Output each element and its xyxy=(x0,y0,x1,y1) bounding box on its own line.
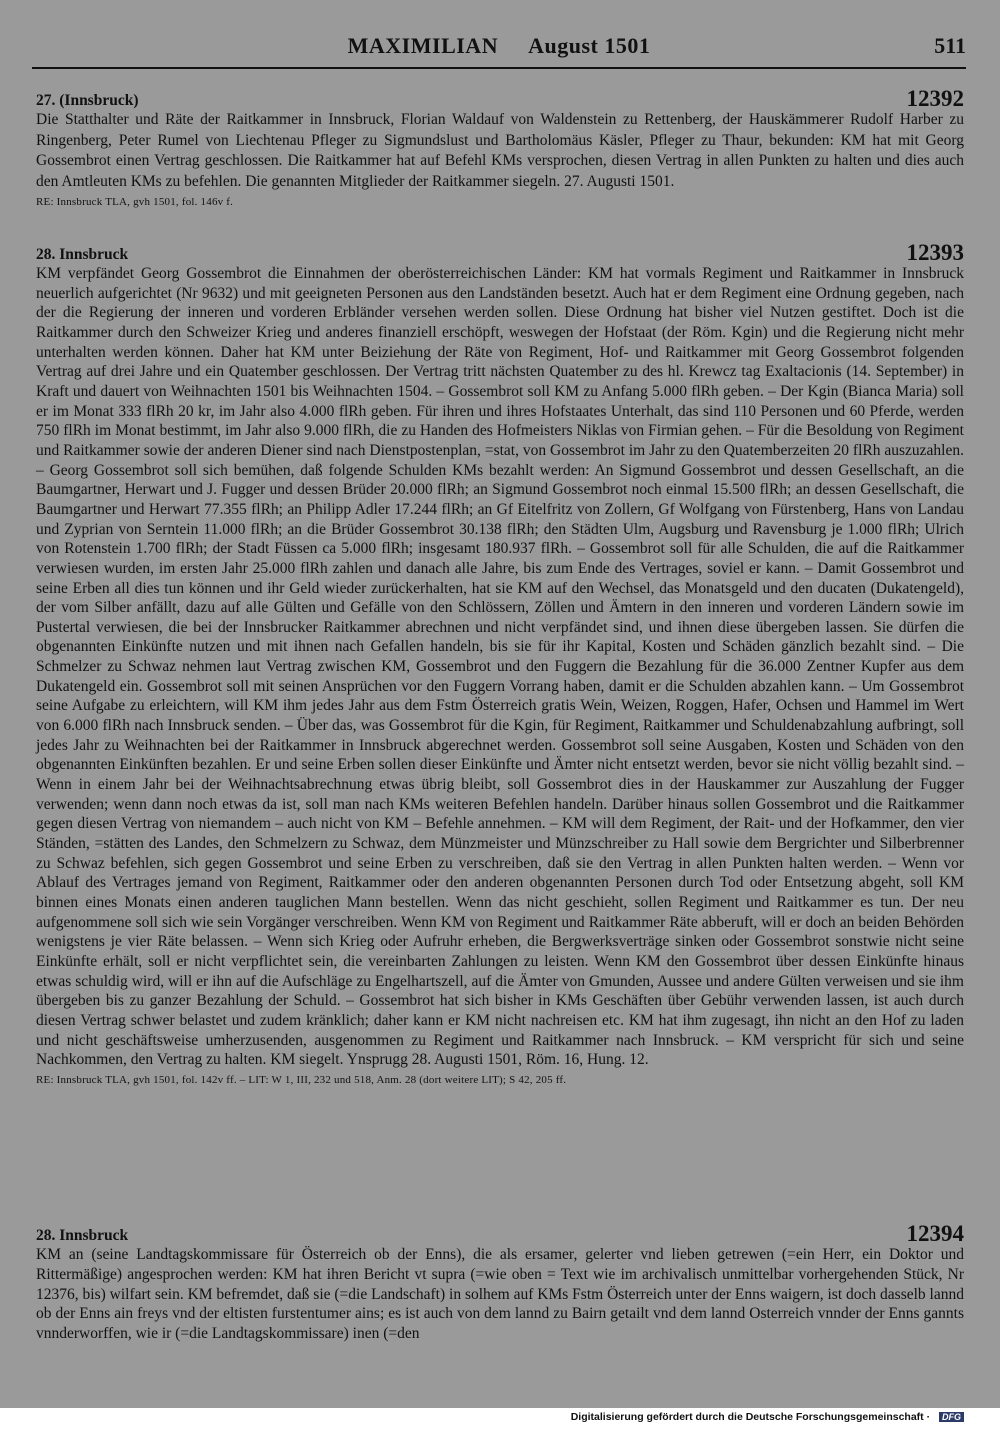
entry-source: RE: Innsbruck TLA, gvh 1501, fol. 142v ff. – LIT: W 1, III, 232 und 518, Anm. 28 (dort weitere LIT); S 42, 205 ff. xyxy=(36,1073,567,1086)
entry-number: 12392 xyxy=(906,86,964,111)
entry-source: RE: Innsbruck TLA, gvh 1501, fol. 146v f. xyxy=(36,196,234,208)
entry-body: KM verpfändet Georg Gossembrot die Einnahmen der oberösterreichischen Länder: KM hat vormals Regiment und Raitkammer in Innsbruck neuerlich aufgerichtet (Nr 9632) und mit geeigneten Personen aus den Landständen besetzt. Auch hat er dem Regiment eine Ordnung gegeben, nach der die Regierung der inneren und vorderen Erbländer versehen werden sollen. Diese Ordnung hat bisher viel Nutzen gestiftet. Doch ist die Raitkammer durch den Schweizer Krieg und anderes finanziell erschöpft, weswegen der Hofstaat (der Röm. Kgin) und die Regierung nicht mehr unterhalten werden können. Daher hat KM unter Beiziehung der Räte von Regiment, Hof- und Raitkammer mit Georg Gossembrot folgenden Vertrag auf drei Jahre und ein Quatember geschlossen. Der Vertrag tritt nächsten Quatember zu des hl. Krewcz tag Exaltacionis (14. September) in Kraft und dauert von Weihnachten 1501 bis Weihnachten 1504. – Gossembrot soll KM zu Anfang 5.000 flRh geben. – Der Kgin (Bianca Maria) soll er im Monat 333 flRh 20 kr, im Jahr also 4.000 flRh geben. Für ihren und ihres Hofstaates Unterhalt, das sind 110 Personen und 60 Pferde, werden 750 flRh im Monat bestimmt, im Jahr also 9.000 flRh, die zu Handen des Hofmeisters Niklas von Firmian gehen. – Für die Besoldung von Regiment und Raitkammer sowie der anderen Diener sind nach Dienstpostenplan, =stat, von Gossembrot im Jahr zu den Quatemberzeiten 20 flRh auszuzahlen. – Georg Gossembrot soll sich bemühen, daß folgende Schulden KMs bezahlt werden: An Sigmund Gossembrot und dessen Gesellschaft, an die Baumgartner, Herwart und J. Fugger und dessen Brüder 20.000 flRh; an Sigmund Gossembrot noch einmal 15.500 flRh; an dessen Gesellschaft, die Baumgartner und Herwart 77.355 flRh; an Philipp Adler 17.244 flRh; an Gf Eitelfritz von Zollern, Gf Wolfgang von Fürstenberg, Hans von Landau und Zyprian von Serntein 11.000 flRh; an die Brüder Gossembrot 30.138 flRh; den Städten Ulm, Augsburg und Ravensburg je 1.000 flRh; Ulrich von Rotenstein 1.700 flRh; der Stadt Füssen ca 5.000 flRh; insgesamt 180.937 flRh. – Gossembrot soll für alle Schulden, die auf die Raitkammer verwiesen wurden, im ersten Jahr 25.000 flRh zahlen und danach alle Jahre, bis zum Ende des Vertrages, soviel er kann. – Damit Gossembrot und seine Erben all dies tun können und ihr Geld wieder zurückerhalten, hat sie KM auf den Wechsel, das Monatsgeld und den ducaten (Dukatengeld), der vom Silber anfällt, dazu auf alle Gülten und Gefälle von den Schlössern, Zöllen und Ämtern in den inneren und vorderen Ländern sowie im Pustertal verwiesen, die bei der Innsbrucker Raitkammer abrechnen und nicht verpfändet sind, und ihnen diese übergeben lassen. Sie dürfen die obgenannten Einkünfte nutzen und mit ihnen nach Gefallen handeln, bis sie für ihr Kapital, Kosten und Schäden gänzlich bezahlt sind. – Die Schmelzer zu Schwaz nehmen laut Vertrag zwischen KM, Gossembrot und den Fuggern die Bezahlung für die 36.000 Zentner Kupfer aus dem Dukatengeld ein. Gossembrot soll mit seinen Ansprüchen vor den Fuggern Vorrang haben, damit er die Schulden abzahlen kann. – Um Gossembrot seine Aufgabe zu erleichtern, will KM ihm jedes Jahr aus dem Fstm Österreich gratis Wein, Weizen, Roggen, Hafer, Ochsen und Hammel im Wert von 6.000 flRh nach Innsbruck senden. – Über das, was Gossembrot für die Kgin, für Regiment, Raitkammer und Schuldenabzahlung aufbringt, soll jedes Jahr zu Weihnachten bei der Raitkammer in Innsbruck abgerechnet werden. Gossembrot soll seine Ausgaben, Kosten und Schäden von den obgenannten Einkünften bezahlen. Er und seine Erben sollen dieser Einkünfte und Ämter nicht entsetzt werden, bevor sie nicht völlig bezahlt sind. – Wenn in einem Jahr bei der Weihnachtsabrechnung etwas übrig bleibt, soll Gossembrot dies in der Hauskammer zur Auszahlung der Fugger verwenden; wenn dann noch etwas da ist, soll man nach KMs weiteren Befehlen handeln. Darüber hinaus sollen Gossembrot und die Raitkammer gegen diesen Vertrag von niemandem – auch nicht von KM – Befehle annehmen. – KM will dem Regiment, der Rait- und der Hofkammer, den vier Ständen, =stätten des Landes, den Schmelzern zu Schwaz, dem Münzmeister und Münzschreiber zu Hall sowie dem Bergrichter und Silberbrenner zu Schwaz befehlen, sich gegen Gossembrot und seine Erben zu verschreiben, daß sie den Vertrag in allen Punkten halten werden. – Wenn vor Ablauf des Vertrages jemand von Regiment, Raitkammer oder den anderen obgenannten Personen durch Tod oder Entsetzung abgeht, soll KM binnen eines Monats einen anderen tauglichen Mann bestellen. Wenn das nicht geschieht, sollen Regiment und Raitkammer es tun. Der neu aufgenommene soll sich wie sein Vorgänger verschreiben. Wenn KM von Regiment und Raitkammer Räte abberuft, will er doch an beiden Behörden wenigstens je vier Räte belassen. – Wenn sich Krieg oder Aufruhr erheben, die Bergwerksverträge sinken oder Gossembrot sonstwie nicht seine Einkünfte erhält, soll er nicht verpflichtet sein, die vereinbarten Zahlungen zu leisten. Wenn KM den Gossembrot über dessen Einkünfte hinaus etwas schuldig wird, will er ihn auf die Aufschläge zu Engelhartszell, auf die Ämter von Gmunden, Aussee und andere Gülten verweisen und sie ihm übergeben bis zu ganzer Bezahlung der Schuld. – Gossembrot hat sich bisher in KMs Geschäften über Gebühr verwenden lassen, ist auch durch diesen Vertrag schwer belastet und zudem kränklich; daher kann er KM nicht nachreisen etc. KM hat ihm zugesagt, ihn nicht an den Hof zu laden und nicht geschäftsweise umherzusenden, ausgenommen zu Regiment und Raitkammer nach Innsbruck. – KM verspricht für sich und seine Nachkommen, den Vertrag zu halten. KM siegelt. Ynsprugg 28. Augusti 1501, Röm. 16, Hung. 12. xyxy=(36,265,964,1069)
entry-heading xyxy=(36,242,964,264)
footer-text: Digitalisierung gefördert durch die Deutsche Forschungsgemeinschaft · xyxy=(570,1411,931,1423)
page-number: 511 xyxy=(934,33,966,58)
page-header xyxy=(32,33,966,69)
running-head-date: August 1501 xyxy=(528,33,651,58)
dfg-logo: DFG xyxy=(939,1412,964,1422)
entry-body: Die Statthalter und Räte der Raitkammer in Innsbruck, Florian Waldauf von Waldenstein zu Rettenberg, der Hauskämmerer Rudolf Harber zu Ringenberg, Peter Rumel von Liechtenau Pfleger zu Sigmundslust und Bartholomäus Käsler, Pfleger zu Thaur, bekunden: KM hat mit Georg Gossembrot einen Vertrag geschlossen. Die Raitkammer hat auf Befehl KMs versprochen, diesen Vertrag in allen Punkten zu halten und dies auch den Amtleuten KMs zu befehlen. Die genannten Mitglieder der Raitkammer siegeln. 27. Augusti 1501. xyxy=(36,111,964,190)
entry-heading xyxy=(36,88,964,110)
entry-body: KM an (seine Landtagskommissare für Österreich ob der Enns), die als ersamer, gelerter vnd lieben getrewen (=ein Herr, ein Doktor und Rittermäßige) angesprochen werden: KM hat ihren Bericht vt supra (=wie oben = Text wie im archivalisch unmittelbar vorhergehenden Stück, Nr 12376, bis) wilfart sein. KM befremdet, daß sie (=die Landschaft) in solhem auf KMs Fstm Österreich unter der Enns waigern, ist doch dasselb lannd ob der Enns ain freys vnd der eltisten furstentumer ains; es ist auch von dem lannd zu Bairn getailt vnd dem lannd Osterreich vnnder der Enns gannts vnnderworffen, wie ir (=die Landtagskommissare) inen (=den xyxy=(36,1246,964,1343)
entry-number: 12393 xyxy=(906,240,964,265)
entry-12393 xyxy=(36,242,964,1087)
running-head xyxy=(32,33,966,59)
running-head-name: MAXIMILIAN xyxy=(347,33,499,58)
entry-heading xyxy=(36,1223,964,1245)
entry-12392 xyxy=(36,88,964,209)
entry-title: 27. (Innsbruck) xyxy=(36,92,139,109)
entry-title: 28. Innsbruck xyxy=(36,1227,129,1244)
entry-number: 12394 xyxy=(906,1221,964,1246)
entry-12394 xyxy=(36,1223,964,1344)
digitization-footer xyxy=(0,1411,964,1423)
entry-title: 28. Innsbruck xyxy=(36,246,129,263)
